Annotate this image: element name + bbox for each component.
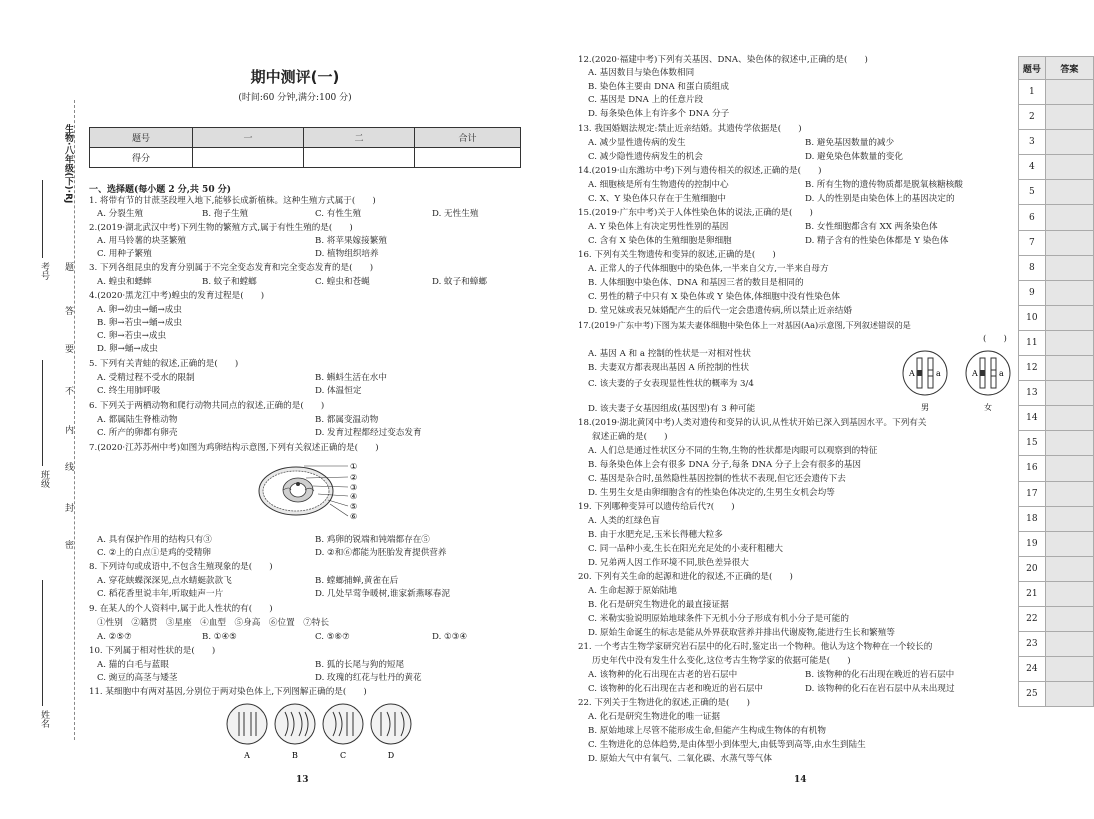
seal-char: 线 (63, 462, 73, 471)
answer-row (1019, 431, 1094, 456)
question: 13. 我国婚姻法规定:禁止近亲结婚。其遗传学依据是( ) (578, 124, 802, 134)
option: B. 所有生物的遗传物质都是脱氧核糖核酸 (805, 180, 963, 190)
option: ①性别 ②籍贯 ③星座 ④血型 ⑤身高 ⑥位置 ⑦特长 (97, 618, 330, 628)
cell-d (371, 704, 411, 760)
option: C. 米勒实验说明原始地球条件下无机小分子形成有机小分子是可能的 (588, 614, 849, 624)
score-table (89, 127, 521, 168)
question: 6. 下列关于两栖动物和爬行动物共同点的叙述,正确的是( ) (89, 401, 325, 411)
cell-diagrams (225, 702, 415, 762)
cell-a (227, 704, 267, 760)
answer-number: 3 (1019, 130, 1046, 155)
option: B. 夫妻双方都表现出基因 A 所控制的性状 (588, 363, 749, 373)
score-label: 得分 (90, 148, 193, 168)
field-label: 姓名 (39, 710, 49, 728)
answer-number: 22 (1019, 606, 1046, 631)
egg-label: ④ (350, 492, 358, 501)
option: B. 化石是研究生物进化的最直接证据 (588, 600, 729, 610)
option: B. 蚊子和螳螂 (202, 277, 257, 287)
answer-number: 18 (1019, 506, 1046, 531)
answer-header: 答案 (1045, 57, 1093, 80)
section-heading: 一、选择题(每小题 2 分,共 50 分) (89, 185, 231, 195)
field-line (42, 180, 43, 258)
option: D. 该物种的化石在岩石层中从未出现过 (805, 684, 955, 694)
option: D. 堂兄妹或表兄妹婚配产生的后代一定会患遗传病,所以禁止近亲结婚 (588, 306, 852, 316)
answer-row (1019, 255, 1094, 280)
answer-row (1019, 657, 1094, 682)
field-line (42, 360, 43, 466)
option: C. 男性的精子中只有 X 染色体或 Y 染色体,体细胞中没有性染色体 (588, 292, 841, 302)
option: B. 染色体主要由 DNA 和蛋白质组成 (588, 82, 729, 92)
score-cell[interactable] (415, 148, 521, 168)
option: A. Y 染色体上有决定男性性别的基因 (588, 222, 729, 232)
answer-number: 5 (1019, 180, 1046, 205)
answer-row (1019, 481, 1094, 506)
answer-row (1019, 606, 1094, 631)
answer-row (1019, 632, 1094, 657)
option: C. X、Y 染色体只存在于生殖细胞中 (588, 194, 726, 204)
cell-label: A (244, 751, 250, 760)
option: D. 原始大气中有氧气、二氧化碳、水蒸气等气体 (588, 754, 772, 764)
page-number: 14 (794, 775, 807, 785)
answer-cell[interactable] (1045, 506, 1093, 531)
answer-cell[interactable] (1045, 556, 1093, 581)
option: D. 兄弟两人因工作环境不同,肤色差异很大 (588, 558, 749, 568)
answer-row (1019, 280, 1094, 305)
question: 3. 下列各组昆虫的发育分别属于不完全变态发育和完全变态发育的是( ) (89, 263, 374, 273)
answer-row (1019, 556, 1094, 581)
seal-char: 答 (63, 306, 73, 315)
answer-cell[interactable] (1045, 381, 1093, 406)
question: 17.(2019·广东中考)下图为某夫妻体细胞中染色体上一对基因(Aa)示意图,下列叙述错误的是 (578, 320, 911, 330)
answer-cell[interactable] (1045, 280, 1093, 305)
option: B. 鸡卵的锐端和钝端都存在⑤ (315, 535, 430, 545)
question: 11. 某细胞中有两对基因,分别位于两对染色体上,下列图解正确的是( ) (89, 687, 367, 697)
gene-label: A (909, 369, 915, 378)
egg-label: ⑥ (350, 512, 358, 521)
answer-cell[interactable] (1045, 230, 1093, 255)
answer-row (1019, 356, 1094, 381)
question-cont: 叙述正确的是( ) (592, 432, 668, 442)
question: 8. 下列诗句或成语中,不包含生殖现象的是( ) (89, 562, 273, 572)
question: 14.(2019·山东潍坊中考)下列与遗传相关的叙述,正确的是( ) (578, 166, 822, 176)
seal-char: 内 (63, 425, 73, 434)
option: C. 卵→若虫→成虫 (97, 331, 167, 341)
cell-label: C (339, 751, 347, 760)
answer-header: 题号 (1019, 57, 1046, 80)
answer-row (1019, 506, 1094, 531)
option: D. 植物组织培养 (315, 249, 379, 259)
answer-number: 6 (1019, 205, 1046, 230)
answer-cell[interactable] (1045, 632, 1093, 657)
option: C. 豌豆的高茎与矮茎 (97, 673, 178, 683)
option: D. ①③④ (432, 632, 468, 642)
answer-number: 7 (1019, 230, 1046, 255)
gene-label: a (999, 369, 1004, 378)
egg-label: ⑤ (350, 502, 358, 511)
option: A. 减少显性遗传病的发生 (588, 138, 686, 148)
option: D. ②和⑥都能为胚胎发育提供营养 (315, 548, 447, 558)
page-title: 期中测评(一) (250, 68, 340, 86)
question: 5. 下列有关青蛙的叙述,正确的是( ) (89, 359, 239, 369)
option: C. 减少隐性遗传病发生的机会 (588, 152, 703, 162)
answer-cell[interactable] (1045, 255, 1093, 280)
answer-cell[interactable] (1045, 356, 1093, 381)
option: A. 人们总是通过性状区分不同的生物,生物的性状都是肉眼可以观察到的特征 (588, 446, 878, 456)
gene-pair-diagram (900, 348, 1018, 414)
option: D. 玫瑰的红花与牡丹的黄花 (315, 673, 422, 683)
answer-cell[interactable] (1045, 130, 1093, 155)
question: 16. 下列有关生物遗传和变异的叙述,正确的是( ) (578, 250, 776, 260)
field-label: 考号 (39, 262, 49, 280)
answer-number: 17 (1019, 481, 1046, 506)
question: 1. 将带有节的甘蔗茎段埋入地下,能够长成新植株。这种生殖方式属于( ) (89, 196, 376, 206)
answer-cell[interactable] (1045, 305, 1093, 330)
option: C. 含有 X 染色体的生殖细胞是卵细胞 (588, 236, 732, 246)
option: B. 避免基因数量的减少 (805, 138, 895, 148)
option: B. 蝌蚪生活在水中 (315, 373, 387, 383)
option: A. 生命起源于原始陆地 (588, 586, 678, 596)
answer-cell[interactable] (1045, 481, 1093, 506)
question: 21. 一个考古生物学家研究岩石层中的化石时,鉴定出一个物种。他认为这个物种在一个较长的 (578, 642, 933, 652)
answer-cell[interactable] (1045, 606, 1093, 631)
option: B. 该物种的化石出现在晚近的岩石层中 (805, 670, 955, 680)
question: 12.(2020·福建中考)下列有关基因、DNA、染色体的叙述中,正确的是( ) (578, 55, 868, 65)
option: A. 受精过程不受水的限制 (97, 373, 195, 383)
score-cell[interactable] (304, 148, 415, 168)
page-number: 13 (296, 775, 309, 785)
cell-c (323, 704, 363, 760)
answer-row (1019, 531, 1094, 556)
answer-number: 20 (1019, 556, 1046, 581)
answer-cell[interactable] (1045, 330, 1093, 355)
option: D. 该夫妻子女基因组成(基因型)有 3 种可能 (588, 404, 756, 414)
question: 20. 下列有关生命的起源和进化的叙述,不正确的是( ) (578, 572, 793, 582)
seal-char: 密 (63, 540, 73, 549)
question: 15.(2019·广东中考)关于人体性染色体的说法,正确的是( ) (578, 208, 813, 218)
option: C. 同一品种小麦,生长在阳光充足处的小麦秆粗穗大 (588, 544, 783, 554)
male-label: 男 (921, 403, 929, 412)
answer-number: 14 (1019, 406, 1046, 431)
option: D. 原始生命诞生的标志是能从外界获取营养并排出代谢废物,能进行生长和繁殖等 (588, 628, 895, 638)
option: D. 人的性别是由染色体上的基因决定的 (805, 194, 955, 204)
option: A. 分裂生殖 (97, 209, 144, 219)
cell-label: D (387, 751, 395, 760)
option: A. 猫的白毛与蓝眼 (97, 660, 169, 670)
answer-number: 19 (1019, 531, 1046, 556)
option: C. 基因是 DNA 上的任意片段 (588, 95, 704, 105)
option: A. 穿花蛱蝶深深见,点水蜻蜓款款飞 (97, 576, 232, 586)
answer-paren: ( ) (983, 334, 1007, 344)
answer-number: 21 (1019, 581, 1046, 606)
option: D. 精子含有的性染色体都是 Y 染色体 (805, 236, 949, 246)
option: D. 体温恒定 (315, 386, 362, 396)
answer-cell[interactable] (1045, 406, 1093, 431)
option: A. 基因数目与染色体数相同 (588, 68, 695, 78)
option: B. ①④⑤ (202, 632, 237, 642)
option: B. 人体细胞中染色体、DNA 和基因三者的数目是相同的 (588, 278, 804, 288)
option: C. 有性生殖 (315, 209, 362, 219)
seal-char: 要 (63, 344, 73, 353)
option: D. 每条染色体上有许多个 DNA 分子 (588, 109, 730, 119)
option: B. 狐的长尾与狗的短尾 (315, 660, 405, 670)
answer-number: 1 (1019, 80, 1046, 105)
option: A. 化石是研究生物进化的唯一证据 (588, 712, 720, 722)
egg-label: ② (350, 473, 358, 482)
answer-row (1019, 381, 1094, 406)
answer-number: 12 (1019, 356, 1046, 381)
option: D. 无性生殖 (432, 209, 479, 219)
answer-row (1019, 80, 1094, 105)
option: D. 几处早莺争暖树,谁家新燕啄春泥 (315, 589, 451, 599)
page-subtitle: (时间:60 分钟,满分:100 分) (238, 93, 352, 103)
option: B. 由于水肥充足,玉米长得穗大粒多 (588, 530, 723, 540)
answer-cell[interactable] (1045, 80, 1093, 105)
answer-number: 13 (1019, 381, 1046, 406)
option: C. 蝗虫和苍蝇 (315, 277, 370, 287)
option: A. 卵→幼虫→蛹→成虫 (97, 305, 182, 315)
answer-table (1018, 56, 1094, 707)
option: A. 都属陆生脊椎动物 (97, 415, 178, 425)
option: B. 孢子生殖 (202, 209, 249, 219)
option: C. ⑤⑥⑦ (315, 632, 350, 642)
question: 7.(2020·江苏苏州中考)如图为鸡卵结构示意图,下列有关叙述正确的是( ) (89, 443, 379, 453)
gene-label: a (936, 369, 941, 378)
answer-row (1019, 105, 1094, 130)
answer-row (1019, 230, 1094, 255)
question: 9. 在某人的个人资料中,属于此人性状的有( ) (89, 604, 273, 614)
egg-label: ③ (350, 483, 358, 492)
option: D. 生男生女是由卵细胞含有的性染色体决定的,生男生女机会均等 (588, 488, 835, 498)
option: C. 基因是杂合时,虽然隐性基因控制的性状不表现,但它还会遗传下去 (588, 474, 846, 484)
answer-number: 16 (1019, 456, 1046, 481)
score-cell[interactable] (193, 148, 304, 168)
option: C. 稻花香里说丰年,听取蛙声一片 (97, 589, 224, 599)
answer-row (1019, 205, 1094, 230)
answer-cell[interactable] (1045, 180, 1093, 205)
answer-number: 2 (1019, 105, 1046, 130)
option: B. 女性细胞都含有 XX 两条染色体 (805, 222, 938, 232)
answer-number: 8 (1019, 255, 1046, 280)
answer-row (1019, 155, 1094, 180)
option: D. 发育过程都经过变态发育 (315, 428, 422, 438)
score-header: 合计 (415, 128, 521, 148)
option: A. 人类的红绿色盲 (588, 516, 660, 526)
option: A. 正常人的子代体细胞中的染色体,一半来自父方,一半来自母方 (588, 264, 829, 274)
field-line (42, 580, 43, 706)
answer-row (1019, 682, 1094, 707)
field-label: 班级 (39, 470, 49, 488)
gene-label: A (972, 369, 978, 378)
question: 2.(2019·湖北武汉中考)下列生物的繁殖方式,属于有性生殖的是( ) (89, 223, 353, 233)
option: B. 原始地球上尽管不能形成生命,但能产生构成生物体的有机物 (588, 726, 826, 736)
answer-number: 9 (1019, 280, 1046, 305)
option: B. 将苹果嫁接繁殖 (315, 236, 387, 246)
answer-cell[interactable] (1045, 682, 1093, 707)
answer-cell[interactable] (1045, 581, 1093, 606)
option: B. 卵→若虫→蛹→成虫 (97, 318, 182, 328)
answer-cell[interactable] (1045, 657, 1093, 682)
cell-b (275, 704, 315, 760)
option: B. 都属变温动物 (315, 415, 379, 425)
answer-number: 4 (1019, 155, 1046, 180)
answer-number: 10 (1019, 305, 1046, 330)
question: 4.(2020·黑龙江中考)蝗虫的发育过程是( ) (89, 291, 265, 301)
egg-structure-diagram (258, 456, 368, 526)
option: C. 所产的卵都有卵壳 (97, 428, 178, 438)
score-header: 二 (304, 128, 415, 148)
option: A. 该物种的化石出现在古老的岩石层中 (588, 670, 738, 680)
option: A. ②⑤⑦ (97, 632, 132, 642)
answer-row (1019, 130, 1094, 155)
question: 18.(2019·湖北黄冈中考)人类对遗传和变异的认识,从性状开始已深入到基因水平。下列有关 (578, 418, 927, 428)
question: 19. 下列哪种变异可以遗传给后代?( ) (578, 502, 735, 512)
answer-row (1019, 456, 1094, 481)
question: 22. 下列关于生物进化的叙述,正确的是( ) (578, 698, 750, 708)
option: D. 卵→蛹→成虫 (97, 344, 158, 354)
score-header: 题号 (90, 128, 193, 148)
seal-char: 题 (63, 262, 73, 271)
seal-char: 不 (63, 386, 73, 395)
seal-char: 封 (63, 503, 73, 512)
option: C. ②上的白点①是鸡的受精卵 (97, 548, 211, 558)
egg-label: ① (350, 462, 358, 471)
option: C. 该物种的化石出现在古老和晚近的岩石层中 (588, 684, 764, 694)
answer-number: 24 (1019, 657, 1046, 682)
option: C. 生物进化的总体趋势,是由体型小到体型大,由低等到高等,由水生到陆生 (588, 740, 866, 750)
score-header: 一 (193, 128, 304, 148)
option: A. 具有保护作用的结构只有③ (97, 535, 212, 545)
answer-number: 15 (1019, 431, 1046, 456)
answer-number: 25 (1019, 682, 1046, 707)
answer-row (1019, 180, 1094, 205)
answer-cell[interactable] (1045, 431, 1093, 456)
option: A. 蝗虫和蟋蟀 (97, 277, 152, 287)
answer-row (1019, 406, 1094, 431)
answer-cell[interactable] (1045, 205, 1093, 230)
female-label: 女 (984, 403, 992, 412)
question-cont: 历史年代中没有发生什么变化,这位考古生物学家的依据可能是( ) (592, 656, 851, 666)
answer-cell[interactable] (1045, 105, 1093, 130)
option: D. 蚊子和蟑螂 (432, 277, 488, 287)
option: A. 用马铃薯的块茎繁殖 (97, 236, 187, 246)
answer-cell[interactable] (1045, 531, 1093, 556)
option: C. 用种子繁殖 (97, 249, 152, 259)
option: A. 细胞核是所有生物遗传的控制中心 (588, 180, 729, 190)
question: 10. 下列属于相对性状的是( ) (89, 646, 216, 656)
series-label: 生物·八年级(下)·RJ (63, 124, 73, 204)
answer-row (1019, 330, 1094, 355)
cell-label: B (292, 751, 298, 760)
option: A. 基因 A 和 a 控制的性状是一对相对性状 (588, 349, 751, 359)
answer-cell[interactable] (1045, 456, 1093, 481)
option: C. 该夫妻的子女表现显性性状的概率为 3/4 (588, 379, 754, 389)
answer-number: 11 (1019, 330, 1046, 355)
answer-row (1019, 581, 1094, 606)
answer-cell[interactable] (1045, 155, 1093, 180)
answer-row (1019, 305, 1094, 330)
answer-number: 23 (1019, 632, 1046, 657)
option: C. 终生用肺呼吸 (97, 386, 161, 396)
option: B. 每条染色体上会有很多 DNA 分子,每条 DNA 分子上会有很多的基因 (588, 460, 861, 470)
option: D. 避免染色体数量的变化 (805, 152, 903, 162)
option: B. 螳螂捕蝉,黄雀在后 (315, 576, 399, 586)
